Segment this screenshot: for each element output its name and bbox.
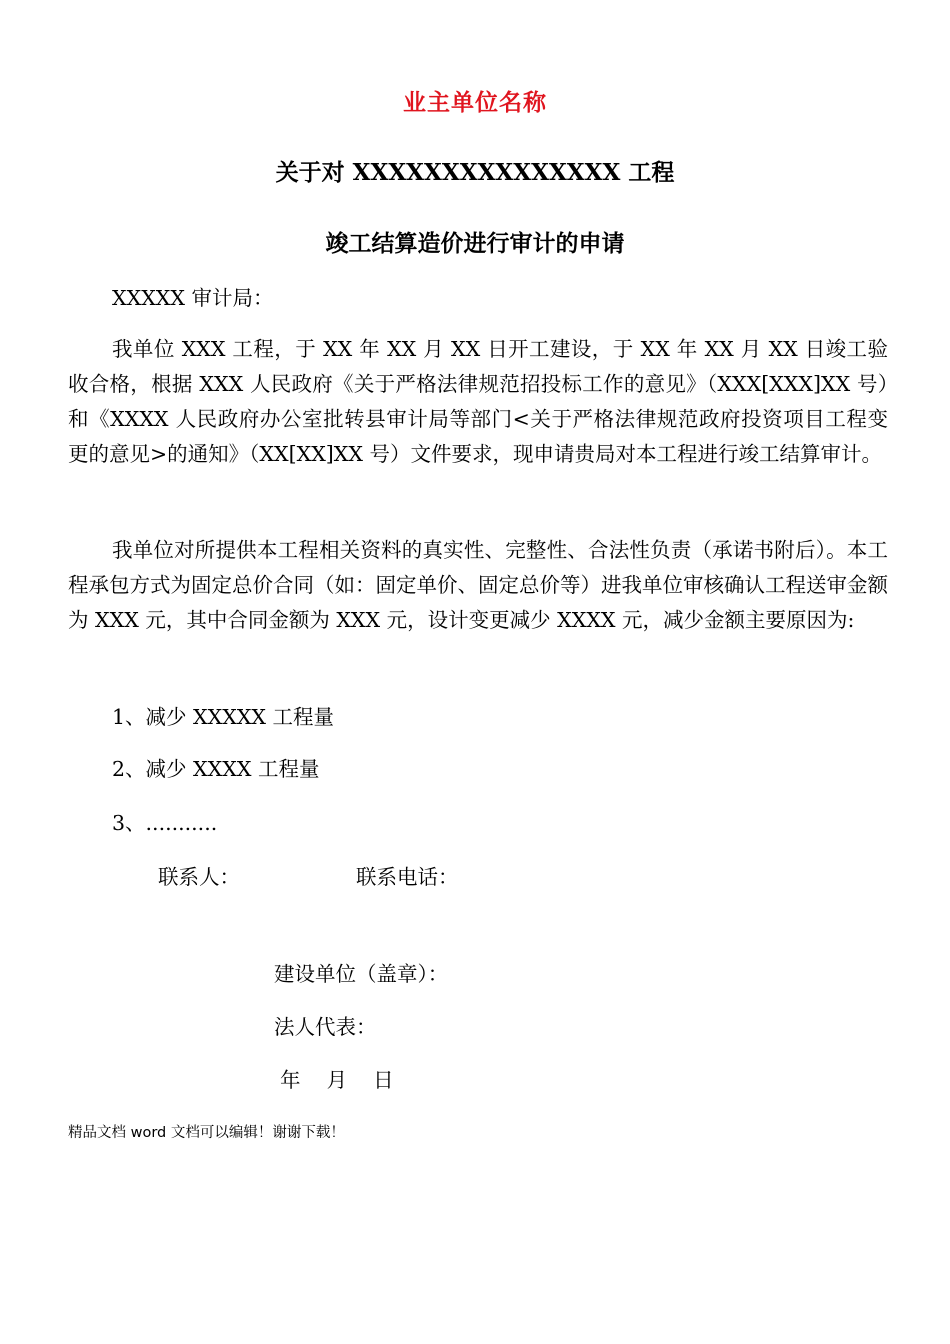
contact-person-label: 联系人： bbox=[158, 865, 240, 889]
document-title-line-1: 关于对 XXXXXXXXXXXXXXX 工程 bbox=[275, 159, 675, 186]
owner-unit-name: 业主单位名称 bbox=[403, 89, 547, 116]
paragraph-responsibility: 我单位对所提供本工程相关资料的真实性、完整性、合法性负责（承诺书附后）。本工程承包方式为固定总价合同（如：固定单价、固定总价等）进我单位审核确认工程送审金额为 XXX 元，其中合同金额为 XXX 元，设计变更减少 XXXX 元，减少金额主要原因为: bbox=[68, 538, 888, 632]
list-item: 2、减少 XXXX 工程量 bbox=[112, 757, 320, 781]
date-label: 年 月 日 bbox=[280, 1068, 394, 1092]
list-item: 1、减少 XXXXX 工程量 bbox=[112, 705, 335, 729]
legal-representative-label: 法人代表： bbox=[274, 1015, 377, 1039]
document-title-line-2: 竣工结算造价进行审计的申请 bbox=[325, 230, 625, 257]
footer-note: 精品文档 word 文档可以编辑！谢谢下载！ bbox=[68, 1125, 345, 1141]
paragraph-application: 我单位 XXX 工程，于 XX 年 XX 月 XX 日开工建设，于 XX 年 XX 月 XX 日竣工验收合格，根据 XXX 人民政府《关于严格法律规范招投标工作的意见》（XXX[XXX]XX 号）和《XXXX 人民政府办公室批转县审计局等部门<关于严格法律规范政府投资项目工程变更的意见>的通知》（XX[XX]XX 号）文件要求，现申请贵局对本工程进行竣工结算审计。 bbox=[68, 337, 888, 466]
construction-unit-seal-label: 建设单位（盖章）： bbox=[274, 962, 449, 986]
contact-phone-label: 联系电话： bbox=[356, 865, 459, 889]
contact-row bbox=[158, 860, 459, 895]
salutation: XXXXX 审计局： bbox=[112, 286, 274, 310]
list-item: 3、........... bbox=[112, 811, 218, 835]
